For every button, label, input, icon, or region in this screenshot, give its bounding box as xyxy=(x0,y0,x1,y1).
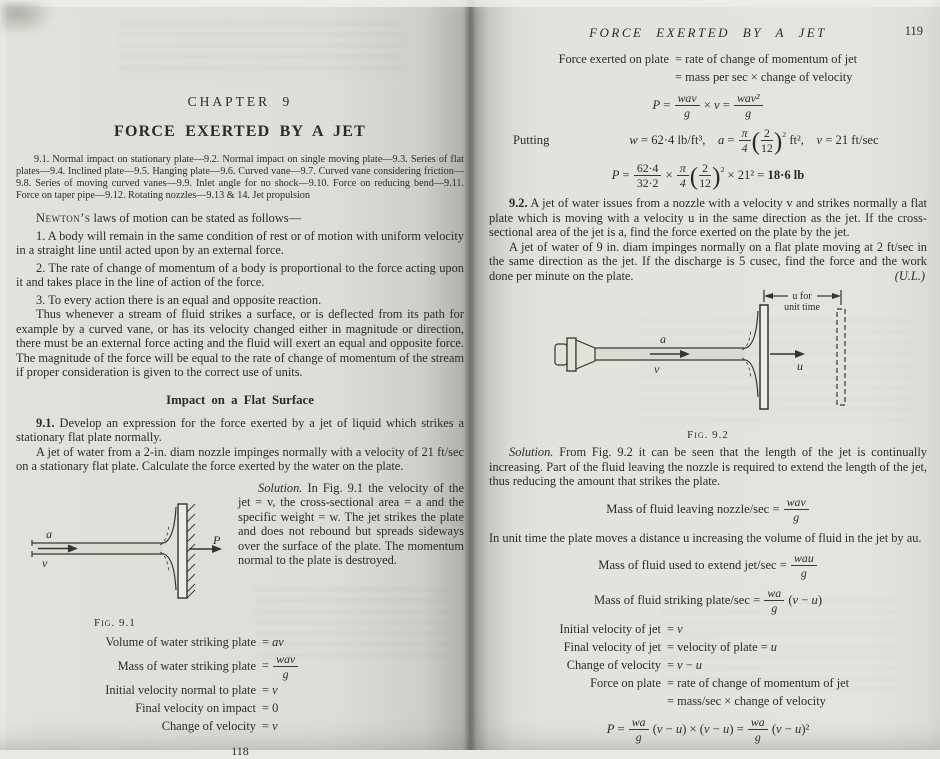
equation-rhs: = rate of change of momentum of jet xyxy=(675,52,858,66)
formula-P-numeric: P = $\frac{62\cdot 4}{32\cdot 2}$ × $\frac{\pi}{4}$ ( $\frac{2}{12}$ )$^2$ × 21² = 18·6 lb xyxy=(611,160,805,190)
equation-row xyxy=(489,622,927,637)
equation-row xyxy=(489,676,927,691)
equation-lhs: Initial velocity of jet xyxy=(559,621,661,636)
equation-rhs: = v − u xyxy=(667,657,702,672)
label-jet-velocity: v xyxy=(42,555,48,570)
label-force-P: P xyxy=(213,532,221,547)
equation-list-9-1 xyxy=(16,635,464,735)
equation-row xyxy=(16,683,464,698)
equation-row xyxy=(489,694,927,709)
chapter-contents-summary: 9.1. Normal impact on stationary plate—9.2. Normal impact on single moving plate—9.3. Series of flat plates—9.4. Inclined plate—9.5. Hanging plate—9.6. Curved vane—9.7. Curved vane considering friction—9.8. Series of moving curved vanes—9.9. Inlet angle for no shock—9.10. Force on reducing bend—9.11. Force on taper pipe—9.12. Rotating nozzles—9.13 & 14. Jet propulsion xyxy=(16,154,464,202)
running-head-title: FORCE EXERTED BY A JET xyxy=(589,25,827,40)
paragraph-unit-time: In unit time the plate moves a distance u increasing the volume of fluid in the jet by au. xyxy=(489,530,922,545)
right-page-content xyxy=(489,24,927,750)
solution-9-2-text: From Fig. 9.2 it can be seen that the length of the jet is continually increasing. Part of the fluid leaving the nozzle is required to extend the length of the jet, thus reducing the amount that strikes the plate. xyxy=(489,445,927,489)
label-dimension-unit-time: unit time xyxy=(784,302,820,314)
putting-label: Putting xyxy=(513,133,550,148)
equation-rhs: = $\frac{\text{wav}}{g}$ xyxy=(262,653,299,681)
problem-9-1-text: Develop an expression for the force exerted by a jet of liquid which strikes a stationary flat plate normally. xyxy=(16,415,464,445)
equation-rhs: = 0 xyxy=(262,701,279,716)
page-top-edge xyxy=(0,0,940,7)
formula-mass-striking-plate: Mass of fluid striking plate/sec = $\frac{wa}{g}$ (v − u) xyxy=(593,585,823,616)
newton-law-3: 3. To every action there is an equal and opposite reaction. xyxy=(36,292,322,307)
jet-stationary-plate-diagram xyxy=(16,497,228,609)
formula-mass-extend-jet: Mass of fluid used to extend jet/sec = $\frac{\text{wau}}{g}$ xyxy=(489,552,927,580)
chapter-title: FORCE EXERTED BY A JET xyxy=(114,123,366,140)
newton-smallcaps: Newton’s xyxy=(36,211,91,226)
problem-9-2-example-text: A jet of water of 9 in. diam impinges normally on a flat plate moving at 2 ft/sec in the same direction as the jet. If the discharge is 5 cusec, find the force and the work done per minute on the plate. xyxy=(489,239,927,283)
formula-P-stationary: P = $\frac{\text{wav}}{g}$ × v = $\frac{\text{wav²}}{g}$ xyxy=(489,92,927,120)
solution-label: Solution. xyxy=(258,480,303,495)
left-page-content xyxy=(16,94,464,759)
newton-intro-text: laws of motion can be stated as follows— xyxy=(90,211,302,226)
problem-9-1-number: 9.1. xyxy=(36,415,55,430)
chapter-heading: CHAPTER 9 xyxy=(187,94,293,109)
formula-mass-leaving-nozzle: Mass of fluid leaving nozzle/sec = $\frac{\text{wav}}{g}$ xyxy=(489,496,927,524)
equation-rhs: = mass per sec × change of velocity xyxy=(675,70,853,84)
equation-rhs: = mass/sec × change of velocity xyxy=(667,693,826,708)
figure-9-2-caption: Fig. 9.2 xyxy=(687,429,729,442)
solution-label: Solution. xyxy=(509,445,554,460)
putting-values: w = 62·4 lb/ft³, a = $\frac{\pi}{4}$ ( $\frac{2}{12}$ )$^2$ ft², v = 21 ft/sec xyxy=(629,125,879,156)
paragraph-discussion: Thus whenever a stream of fluid strikes a surface, or is deflected from its path for example by a curved vane, or has its velocity changed either in magnitude or direction, there must be an external force acting and the fluid will exert an equal and opposite force. The magnitude of the force will be equal to the rate of change of momentum of the stream if proper consideration is given to the correct use of units. xyxy=(16,307,464,380)
label-jet-area: a xyxy=(46,526,52,541)
solution-9-1-text: In Fig. 9.1 the velocity of the jet = v, the cross-sectional area = a and the specific weight = w. The jet strikes the plate and does not rebound but spreads sideways over the surface of the plate. The momentum normal to the plate is destroyed. xyxy=(238,480,464,568)
scan-smudge xyxy=(2,2,54,36)
page-left-edge xyxy=(0,0,6,750)
page-gutter xyxy=(464,0,476,750)
equation-row xyxy=(489,52,927,67)
velocity-equation-list xyxy=(489,622,927,709)
equation-rhs: = v xyxy=(667,621,683,636)
equation-row xyxy=(16,653,464,681)
putting-line xyxy=(489,127,927,155)
equation-lhs: Volume of water striking plate xyxy=(105,634,256,649)
left-page-number: 118 xyxy=(231,744,249,759)
problem-9-2-number: 9.2. xyxy=(509,196,528,211)
equation-lhs: Final velocity on impact xyxy=(135,701,256,716)
figure-9-2 xyxy=(552,289,864,441)
equation-lhs: Change of velocity xyxy=(566,657,661,672)
equation-row xyxy=(16,701,464,716)
equation-rhs: = rate of change of momentum of jet xyxy=(667,675,850,690)
running-head-row xyxy=(489,24,927,42)
formula-P-moving-plate: P = $\frac{wa}{g}$ (v − u) × (v − u) = $\frac{wa}{g}$ (v − u)² xyxy=(606,714,810,744)
equation-row xyxy=(16,719,464,734)
equation-lhs: Mass of water striking plate xyxy=(117,659,256,673)
equation-row xyxy=(489,658,927,673)
paragraph-newton-intro xyxy=(16,211,464,226)
equation-lhs: Force on plate xyxy=(590,675,661,690)
label-jet-area: a xyxy=(660,332,666,347)
solution-9-1-paragraph xyxy=(228,481,464,568)
figure-9-1 xyxy=(16,481,228,629)
problem-9-2 xyxy=(489,196,927,240)
equation-rhs: = v xyxy=(262,719,278,734)
equation-row xyxy=(16,635,464,650)
problem-9-1 xyxy=(16,416,464,445)
right-page-number: 119 xyxy=(904,24,923,38)
equation-lhs: Force exerted on plate xyxy=(558,52,669,66)
equation-lhs: Change of velocity xyxy=(161,719,256,734)
label-dimension-u-for: u for xyxy=(792,291,812,303)
solution-9-2-paragraph xyxy=(489,445,927,489)
problem-9-2-example xyxy=(489,240,927,284)
problem-9-1-example: A jet of water from a 2-in. diam nozzle impinges normally with a velocity of 21 ft/sec on a stationary flat plate. Calculate the force exerted by the water on the plate. xyxy=(16,444,464,474)
jet-moving-plate-diagram xyxy=(552,289,864,421)
solution-9-1-block xyxy=(16,481,464,629)
newton-law-1: 1. A body will remain in the same condition of rest or of motion with uniform velocity in a straight line until acted upon by an external force. xyxy=(16,228,464,258)
equation-rhs: = velocity of plate = u xyxy=(667,639,777,654)
equation-row xyxy=(489,70,927,85)
equation-lhs: Initial velocity normal to plate xyxy=(105,683,256,698)
attribution-UL: (U.L.) xyxy=(894,268,925,283)
figure-9-1-caption: Fig. 9.1 xyxy=(94,616,136,629)
section-heading: Impact on a Flat Surface xyxy=(166,392,314,407)
equation-rhs: = v xyxy=(262,683,278,698)
newton-law-2: 2. The rate of change of momentum of a body is proportional to the force acting upon it and takes place in the line of action of the force. xyxy=(16,260,464,290)
equation-lhs: Final velocity of jet xyxy=(563,639,661,654)
problem-9-2-text: A jet of water issues from a nozzle with a velocity v and strikes normally a flat plate which is moving with a velocity u in the same direction as the jet. If the cross-sectional area of the jet is a, find the force exerted on the plate by the jet. xyxy=(489,196,927,240)
equation-row xyxy=(489,640,927,655)
label-jet-velocity: v xyxy=(654,362,660,377)
equation-rhs: = av xyxy=(262,634,284,649)
label-plate-velocity-u: u xyxy=(797,359,803,374)
force-equation-block xyxy=(489,52,927,85)
